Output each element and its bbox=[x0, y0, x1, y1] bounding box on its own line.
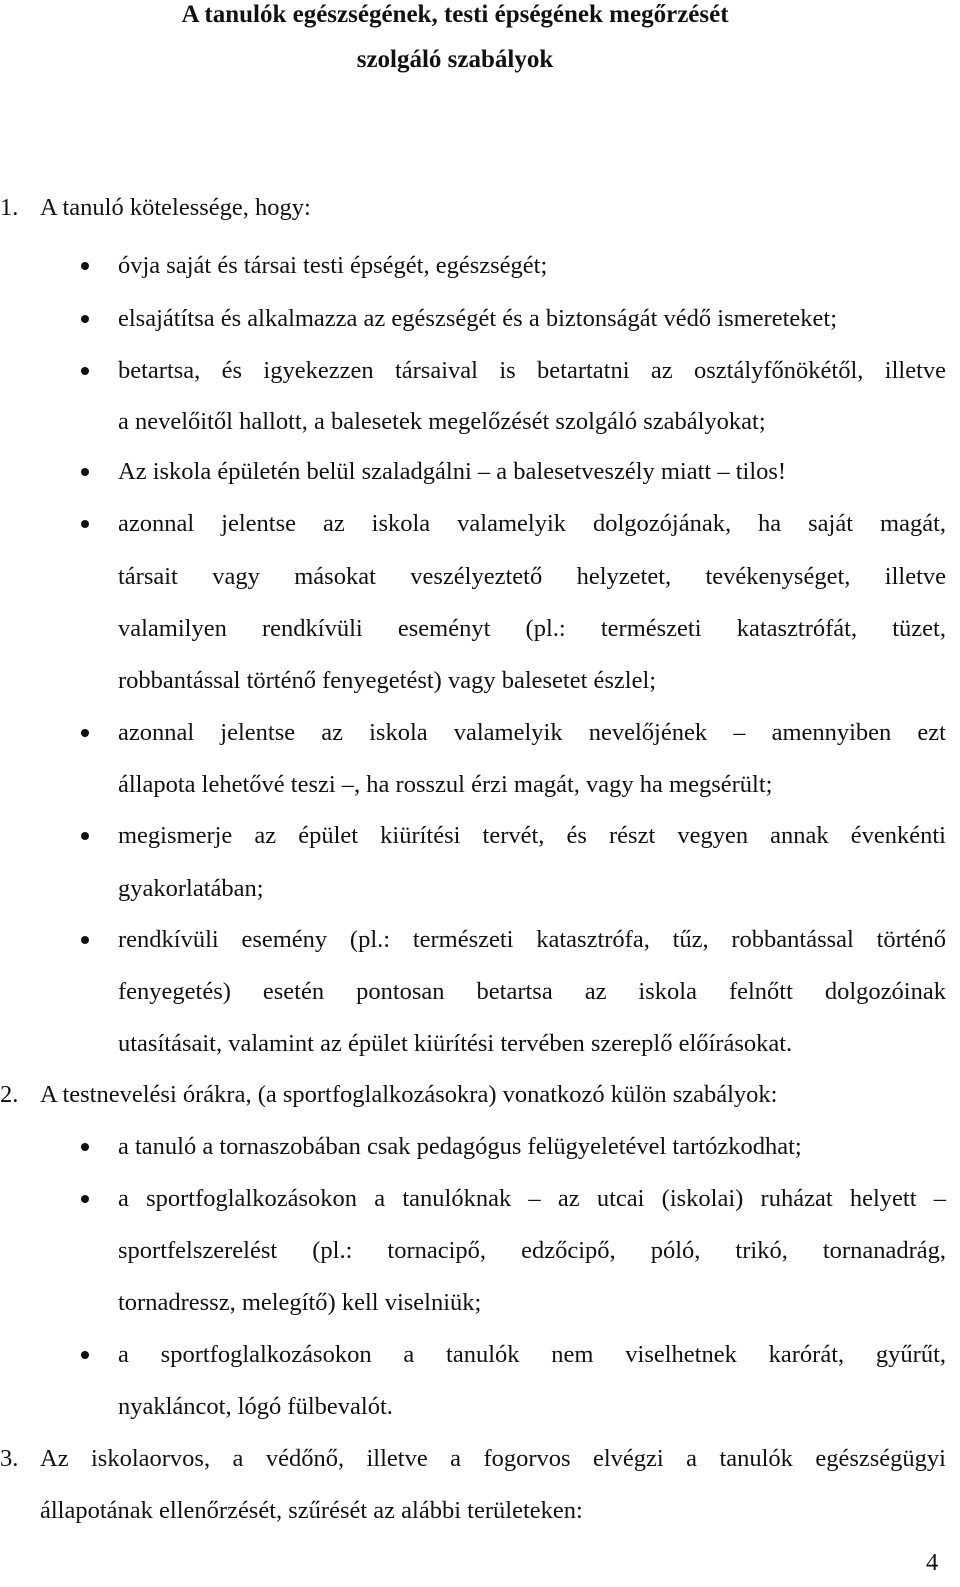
list-item-text-continued: valamilyen rendkívüli eseményt (pl.: természeti katasztrófát, tüzet, bbox=[118, 615, 946, 642]
list-item-text-continued: társait vagy másokat veszélyeztető helyzetet, tevékenységet, illetve bbox=[118, 563, 946, 590]
list-item-text: óvja saját és társai testi épségét, egészségét; bbox=[118, 252, 548, 279]
list-item-text-continued: állapota lehetővé teszi –, ha rosszul érzi magát, vagy ha megsérült; bbox=[118, 771, 773, 798]
list-item-text-continued: nyakláncot, lógó fülbevalót. bbox=[118, 1393, 393, 1420]
list-item-text-continued: gyakorlatában; bbox=[118, 875, 264, 902]
bullet-icon bbox=[81, 367, 89, 375]
list-item-text-continued: tornadressz, melegítő) kell viselniük; bbox=[118, 1289, 482, 1316]
list-item-text: betartsa, és igyekezzen társaival is betartatni az osztályfőnökétől, illetve bbox=[118, 357, 946, 384]
section-1-number: 1. bbox=[0, 194, 19, 221]
section-1-heading: A tanuló kötelessége, hogy: bbox=[40, 194, 311, 221]
section-3-number: 3. bbox=[0, 1445, 19, 1472]
bullet-icon bbox=[81, 1351, 89, 1359]
bullet-icon bbox=[81, 262, 89, 270]
bullet-icon bbox=[81, 832, 89, 840]
list-item-text: Az iskola épületén belül szaladgálni – a balesetveszély miatt – tilos! bbox=[118, 458, 787, 485]
document-title-line-2: szolgáló szabályok bbox=[356, 46, 554, 73]
list-item-text: elsajátítsa és alkalmazza az egészségét és a biztonságát védő ismereteket; bbox=[118, 305, 838, 332]
list-item-text: azonnal jelentse az iskola valamelyik dolgozójának, ha saját magát, bbox=[118, 510, 946, 537]
section-3-heading: Az iskolaorvos, a védőnő, illetve a fogorvos elvégzi a tanulók egészségügyi bbox=[40, 1445, 946, 1472]
bullet-icon bbox=[81, 936, 89, 944]
bullet-icon bbox=[81, 729, 89, 737]
bullet-icon bbox=[81, 468, 89, 476]
list-item-text: megismerje az épület kiürítési tervét, és részt vegyen annak évenkénti bbox=[118, 822, 946, 849]
bullet-icon bbox=[81, 1143, 89, 1151]
document-title-line-1: A tanulók egészségének, testi épségének megőrzését bbox=[181, 1, 729, 28]
list-item-text-continued: fenyegetés) esetén pontosan betartsa az iskola felnőtt dolgozóinak bbox=[118, 978, 946, 1005]
bullet-icon bbox=[81, 1195, 89, 1203]
list-item-text-continued: utasításait, valamint az épület kiürítési tervében szereplő előírásokat. bbox=[118, 1030, 793, 1057]
list-item-text-continued: sportfelszerelést (pl.: tornacipő, edzőcipő, póló, trikó, tornanadrág, bbox=[118, 1237, 946, 1264]
section-3-heading-continued: állapotának ellenőrzését, szűrését az alábbi területeken: bbox=[40, 1497, 583, 1524]
page-number: 4 bbox=[926, 1549, 939, 1576]
list-item-text-continued: robbantással történő fenyegetést) vagy balesetet észlel; bbox=[118, 667, 657, 694]
list-item-text-continued: a nevelőitől hallott, a balesetek megelőzését szolgáló szabályokat; bbox=[118, 408, 766, 435]
section-2-number: 2. bbox=[0, 1081, 19, 1108]
section-2-heading: A testnevelési órákra, (a sportfoglalkozásokra) vonatkozó külön szabályok: bbox=[40, 1081, 778, 1108]
bullet-icon bbox=[81, 520, 89, 528]
list-item-text: a tanuló a tornaszobában csak pedagógus felügyeletével tartózkodhat; bbox=[118, 1133, 802, 1160]
list-item-text: rendkívüli esemény (pl.: természeti katasztrófa, tűz, robbantással történő bbox=[118, 926, 946, 953]
list-item-text: a sportfoglalkozásokon a tanulóknak – az utcai (iskolai) ruházat helyett – bbox=[118, 1185, 946, 1212]
bullet-icon bbox=[81, 315, 89, 323]
list-item-text: a sportfoglalkozásokon a tanulók nem viselhetnek karórát, gyűrűt, bbox=[118, 1341, 946, 1368]
list-item-text: azonnal jelentse az iskola valamelyik nevelőjének – amennyiben ezt bbox=[118, 719, 946, 746]
